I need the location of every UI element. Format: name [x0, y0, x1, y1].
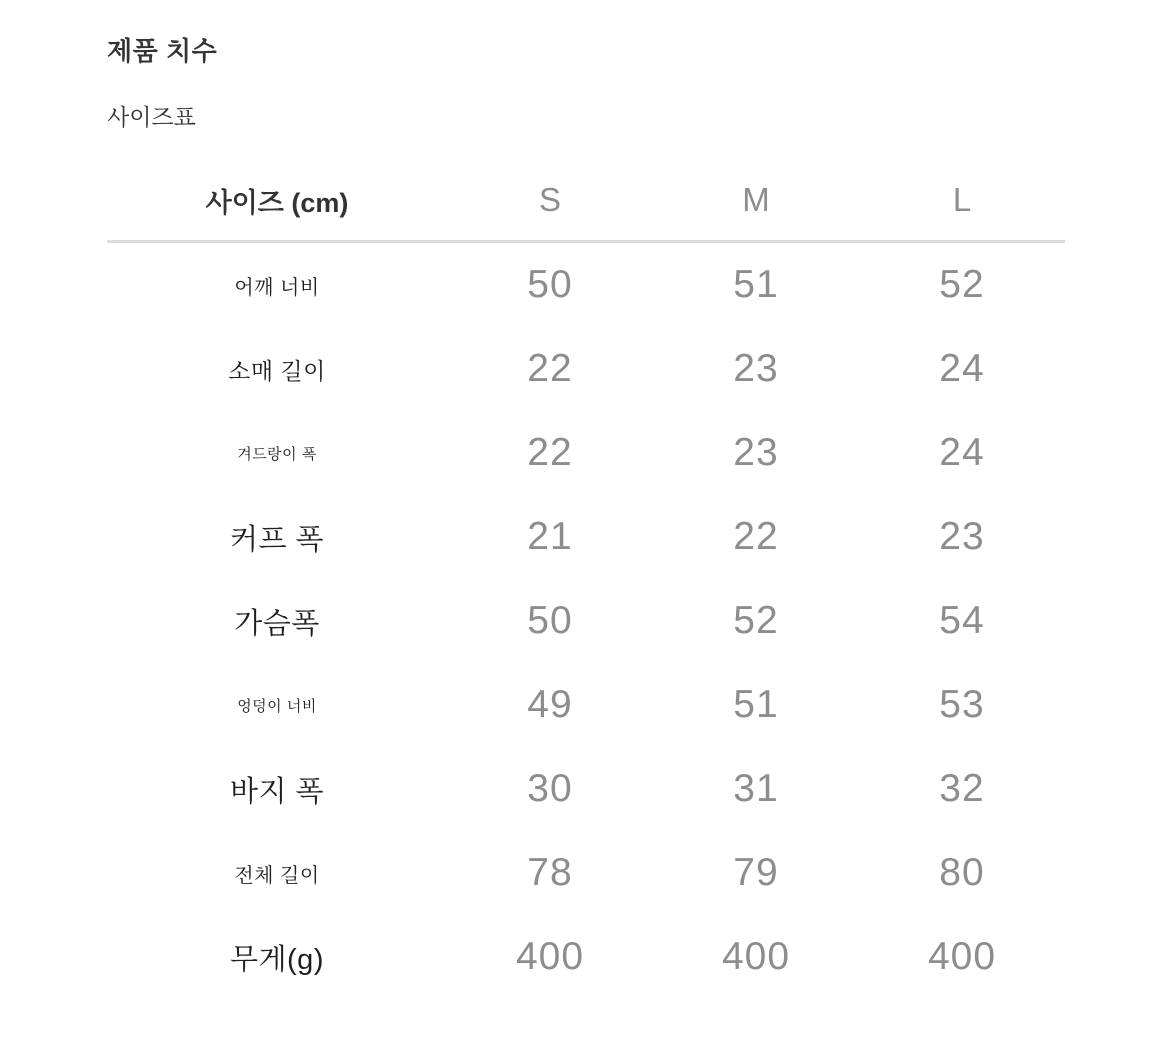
size-value: 50 — [527, 599, 573, 642]
size-value: 53 — [939, 683, 985, 726]
row-label: 커프 폭 — [229, 523, 325, 556]
row-label: 가슴폭 — [234, 607, 320, 640]
size-value: 23 — [733, 431, 779, 474]
size-value: 52 — [939, 263, 985, 306]
size-value: 78 — [527, 851, 573, 894]
size-value: 31 — [733, 767, 779, 810]
size-value: 400 — [721, 935, 791, 978]
column-header-size: L — [859, 160, 1065, 243]
size-value: 51 — [733, 263, 779, 306]
size-value: 23 — [733, 347, 779, 390]
row-label: 엉덩이 너비 — [237, 697, 317, 715]
size-value: 49 — [527, 683, 573, 726]
size-value: 52 — [733, 599, 779, 642]
size-value: 50 — [527, 263, 573, 306]
size-value: 24 — [939, 347, 985, 390]
size-value: 51 — [733, 683, 779, 726]
column-header-size: M — [653, 160, 859, 243]
row-label: 무게(g) — [230, 943, 324, 976]
size-value: 79 — [733, 851, 779, 894]
column-header-measure: 사이즈 (cm) — [107, 160, 447, 243]
size-value: 24 — [939, 431, 985, 474]
size-value: 32 — [939, 767, 985, 810]
row-label: 어깨 너비 — [234, 276, 320, 299]
size-value: 30 — [527, 767, 573, 810]
row-label: 겨드랑이 폭 — [237, 445, 317, 463]
page-title: 제품 치수 — [107, 36, 218, 66]
size-value: 400 — [515, 935, 585, 978]
size-value: 22 — [527, 347, 573, 390]
row-label: 전체 길이 — [234, 864, 320, 887]
size-chart-subtitle: 사이즈표 — [107, 104, 196, 130]
size-value: 23 — [939, 515, 985, 558]
size-value: 400 — [927, 935, 997, 978]
size-value: 22 — [527, 431, 573, 474]
size-value: 80 — [939, 851, 985, 894]
row-label: 바지 폭 — [229, 775, 325, 808]
size-value: 22 — [733, 515, 779, 558]
row-label: 소매 길이 — [228, 357, 326, 384]
size-table — [107, 160, 1065, 999]
size-value: 54 — [939, 599, 985, 642]
size-value: 21 — [527, 515, 573, 558]
column-header-size: S — [447, 160, 653, 243]
